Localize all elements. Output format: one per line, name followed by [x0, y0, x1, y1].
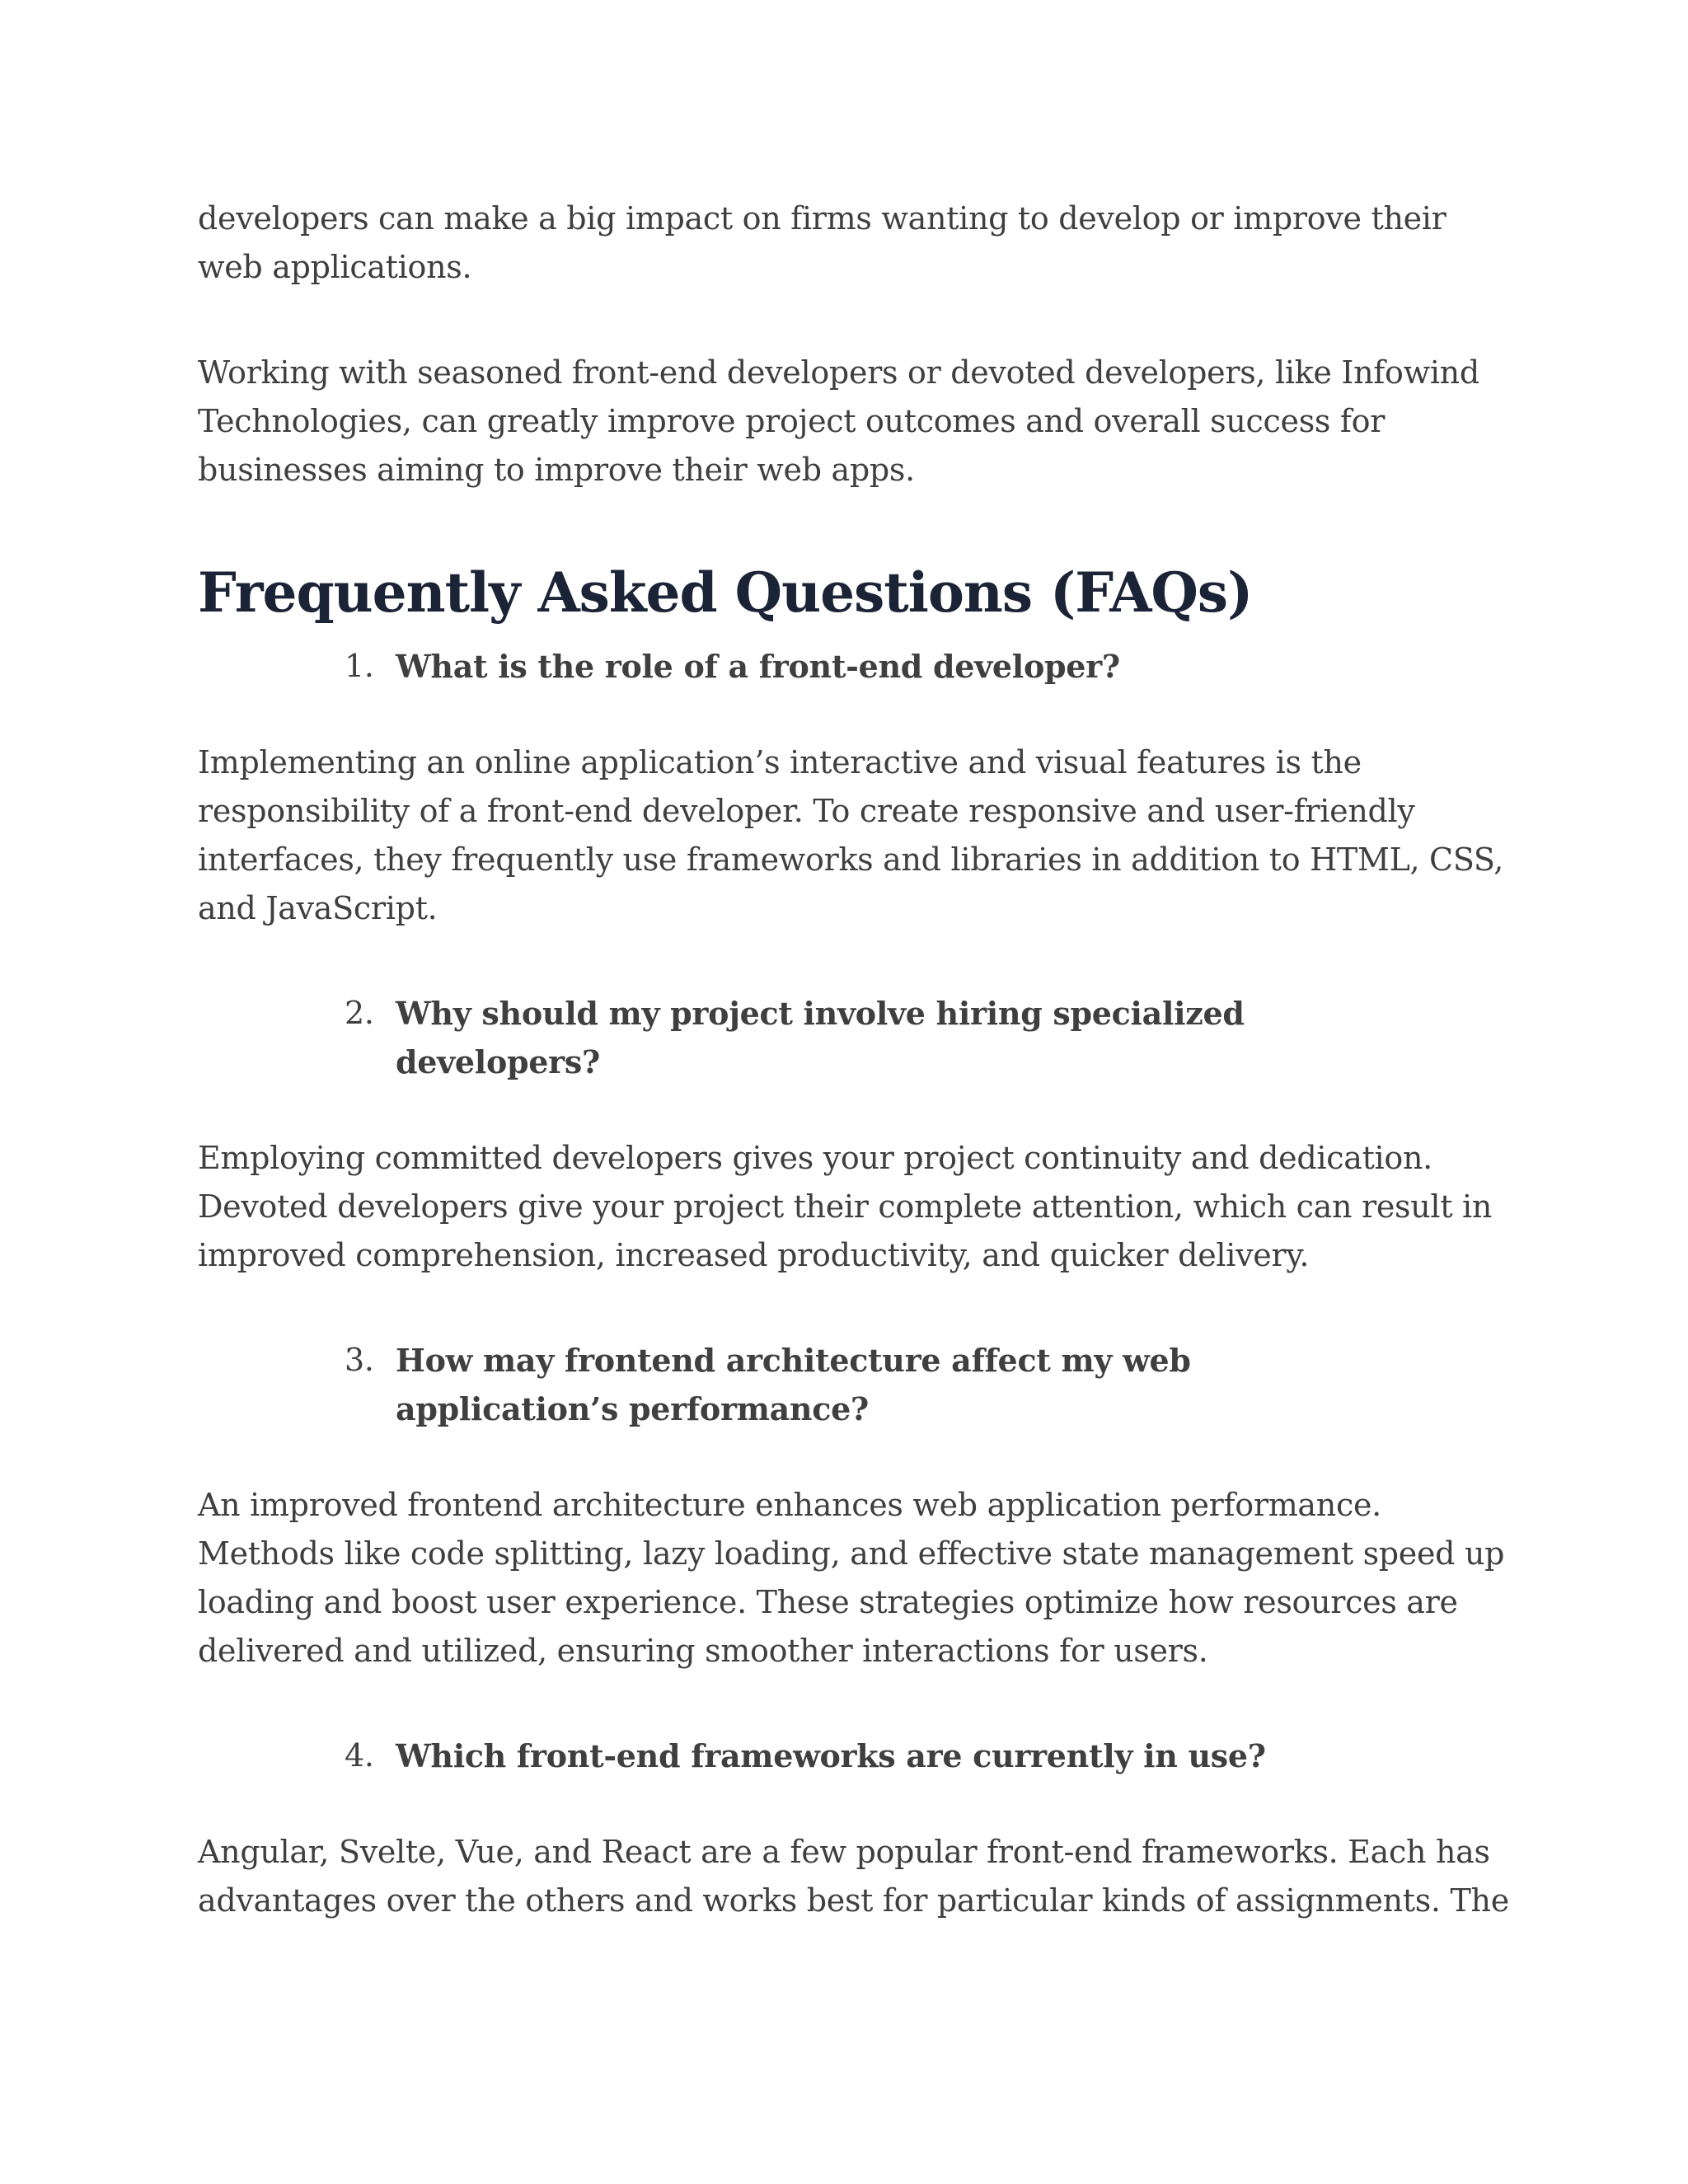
faq-question-3 — [198, 1336, 1517, 1433]
faq-heading: Frequently Asked Questions (FAQs) — [198, 560, 1253, 625]
faq-number: 4. — [345, 1737, 374, 1774]
intro-paragraph-2: Working with seasoned front-end developers or devoted developers, like Infowind Technologies, can greatly improve project outcomes and overall success for businesses aiming to improve their web apps. — [198, 354, 1479, 488]
faq-question-1 — [198, 642, 1517, 691]
faq-number: 1. — [345, 648, 374, 684]
faq-question-text: Which front-end frameworks are currently in use? — [396, 1737, 1266, 1774]
intro-paragraph-1: developers can make a big impact on firms wanting to develop or improve their web applications. — [198, 200, 1447, 285]
faq-question-2 — [198, 989, 1517, 1086]
faq-answer-3: An improved frontend architecture enhances web application performance. Methods like code splitting, lazy loading, and effective state management speed up loading and boost user experience. These strategies optimize how resources are delivered and utilized, ensuring smoother interactions for users. — [198, 1487, 1505, 1669]
faq-answer-4: Angular, Svelte, Vue, and React are a few popular front-end frameworks. Each has advantages over the others and works best for particular kinds of assignments. The — [198, 1834, 1509, 1919]
faq-question-4 — [198, 1732, 1517, 1780]
faq-answer-1: Implementing an online application’s interactive and visual features is the responsibility of a front-end developer. To create responsive and user-friendly interfaces, they frequently use frameworks and libraries in addition to HTML, CSS, and JavaScript. — [198, 744, 1504, 926]
document-content — [198, 194, 1517, 1925]
faq-question-text: How may frontend architecture affect my web application’s performance? — [396, 1342, 1191, 1427]
faq-question-text: Why should my project involve hiring specialized developers? — [396, 995, 1245, 1080]
faq-number: 2. — [345, 995, 374, 1031]
faq-number: 3. — [345, 1342, 374, 1378]
faq-question-text: What is the role of a front-end developer? — [396, 648, 1120, 685]
faq-answer-2: Employing committed developers gives your project continuity and dedication. Devoted developers give your project their complete attention, which can result in improved comprehension, increased productivity, and quicker delivery. — [198, 1140, 1493, 1273]
